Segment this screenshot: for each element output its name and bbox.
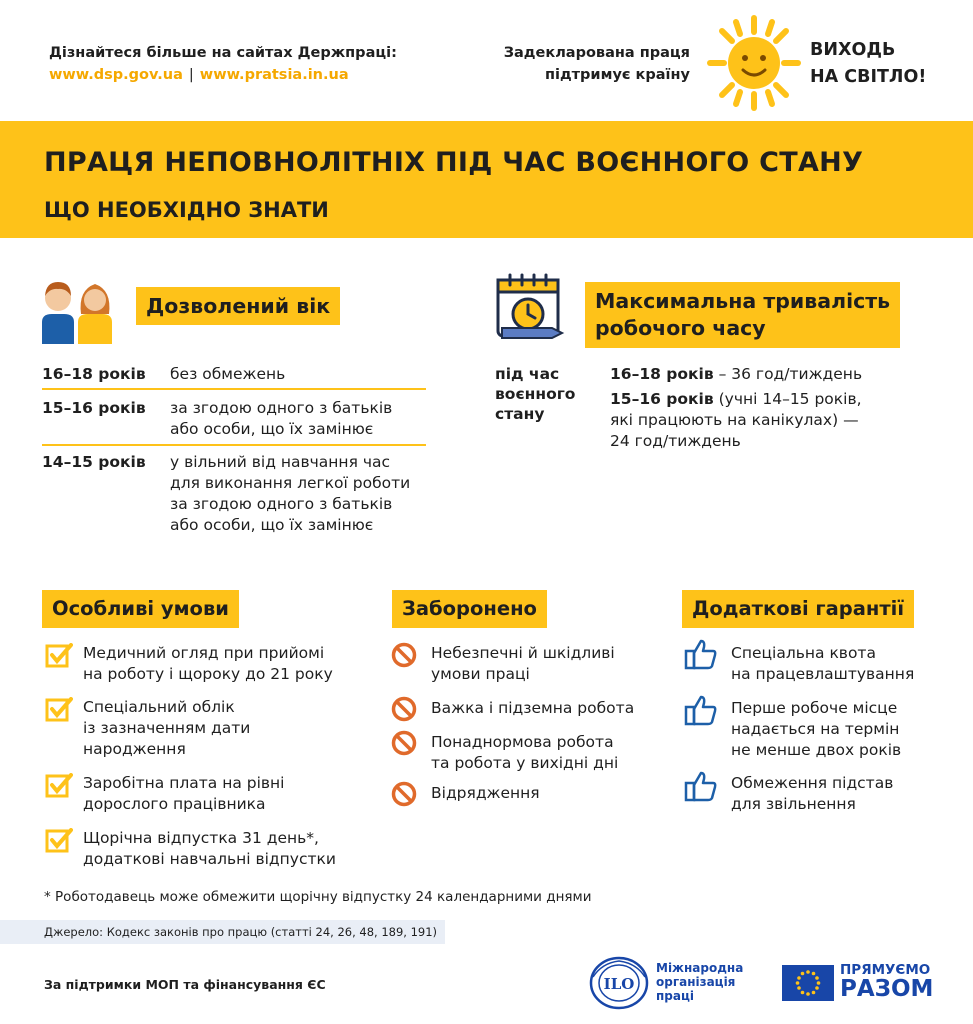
guarantee-item-line: Спеціальна квота — [731, 644, 876, 662]
hours-limit: 24 год/тиждень — [610, 432, 741, 450]
footnote: * Роботодавець може обмежити щорічну відпустку 24 календарними днями — [44, 889, 592, 905]
special-heading: Особливі умови — [42, 590, 239, 628]
ilo-logo-text: ILO — [603, 975, 635, 993]
age-label: 14–15 років — [42, 453, 146, 471]
slogan-line-2: підтримує країну — [544, 67, 690, 83]
age-label: 15–16 років — [42, 399, 146, 417]
guarantee-item-line: на працевлаштування — [731, 665, 915, 683]
forbidden-item — [431, 732, 618, 774]
checkbox-icon — [45, 697, 73, 723]
guarantees-heading: Додаткові гарантії — [682, 590, 914, 628]
prohibited-icon — [391, 730, 417, 756]
thumbs-up-icon — [684, 694, 718, 726]
age-condition: за згодою одного з батьків — [170, 495, 393, 513]
learn-more-text: Дізнайтеся більше на сайтах Держпраці: — [49, 45, 397, 61]
checkbox-icon — [45, 828, 73, 854]
page-title: ПРАЦЯ НЕПОВНОЛІТНІХ ПІД ЧАС ВОЄННОГО СТАНУ — [44, 147, 864, 178]
special-item-line: додаткові навчальні відпустки — [83, 850, 336, 868]
forbidden-item-line: та робота у вихідні дні — [431, 754, 619, 772]
forbidden-item — [431, 783, 540, 804]
forbidden-heading: Заборонено — [392, 590, 547, 628]
forbidden-item-line: Небезпечні й шкідливі — [431, 644, 615, 662]
hours-age: 16–18 років — [610, 365, 714, 383]
thumbs-up-icon — [684, 770, 718, 802]
campaign-slogan — [810, 37, 926, 91]
hours-row-1 — [610, 364, 862, 385]
guarantee-item-line: Обмеження підстав — [731, 774, 894, 792]
hours-age: 15–16 років — [610, 390, 714, 408]
thumbs-up-icon — [684, 638, 718, 670]
slogan — [470, 42, 690, 86]
guarantee-item-line: Перше робоче місце — [731, 699, 898, 717]
guarantee-item-line: для звільнення — [731, 795, 856, 813]
guarantee-item-line: надається на термін — [731, 720, 900, 738]
age-condition: для виконання легкої роботи — [170, 474, 411, 492]
title-banner — [0, 121, 973, 238]
period-line: стану — [495, 405, 545, 423]
special-item-line: Спеціальний облік — [83, 698, 235, 716]
ilo-name — [656, 961, 743, 1003]
calendar-clock-icon — [494, 272, 566, 344]
special-item-line: Щорічна відпустка 31 день*, — [83, 829, 319, 847]
eu-flag-icon — [782, 965, 834, 1001]
ilo-logo — [588, 955, 650, 1011]
link-dsp[interactable]: www.dsp.gov.ua — [49, 67, 183, 83]
period-line: під час — [495, 365, 560, 383]
max-hours-heading — [585, 282, 900, 348]
forbidden-item-line: Важка і підземна робота — [431, 699, 635, 717]
support-text: За підтримки МОП та фінансування ЄС — [44, 977, 326, 992]
eu-slogan-line-2: РАЗОМ — [840, 976, 934, 1002]
special-item — [83, 773, 285, 815]
special-item — [83, 643, 333, 685]
header-links — [49, 42, 397, 86]
special-item — [83, 697, 250, 760]
prohibited-icon — [391, 781, 417, 807]
children-icon — [40, 272, 114, 344]
special-item-line: дорослого працівника — [83, 795, 266, 813]
period-label — [495, 364, 575, 424]
age-condition: у вільний від навчання час — [170, 453, 390, 471]
special-item-line: із зазначенням дати — [83, 719, 251, 737]
checkbox-icon — [45, 643, 73, 669]
special-item-line: на роботу і щороку до 21 року — [83, 665, 333, 683]
eu-slogan — [840, 963, 933, 1002]
forbidden-item — [431, 698, 634, 719]
hours-note: (учні 14–15 років, — [713, 390, 862, 408]
guarantee-item — [731, 773, 893, 815]
allowed-age-heading: Дозволений вік — [136, 287, 340, 325]
ilo-name-line: праці — [656, 989, 694, 1003]
age-condition: за згодою одного з батьків — [170, 399, 393, 417]
special-item-line: Медичний огляд при прийомі — [83, 644, 325, 662]
period-line: воєнного — [495, 385, 576, 403]
slogan-line-1: Задекларована праця — [503, 45, 690, 61]
max-hours-heading-line-1: Максимальна тривалість — [595, 289, 891, 313]
prohibited-icon — [391, 642, 417, 668]
forbidden-item-line: Понаднормова робота — [431, 733, 614, 751]
hours-note: які працюють на канікулах) — — [610, 411, 859, 429]
hours-row-2 — [610, 389, 862, 452]
guarantee-item — [731, 698, 901, 761]
age-label: 16–18 років — [42, 365, 146, 383]
source-text: Джерело: Кодекс законів про працю (статті 24, 26, 48, 189, 191) — [44, 925, 438, 939]
source-bar — [0, 920, 445, 944]
guarantee-item — [731, 643, 914, 685]
checkbox-icon — [45, 773, 73, 799]
special-item-line: Заробітна плата на рівні — [83, 774, 285, 792]
ilo-name-line: організація — [656, 975, 736, 989]
link-pratsia[interactable]: www.pratsia.in.ua — [199, 67, 349, 83]
page-subtitle: ЩО НЕОБХІДНО ЗНАТИ — [44, 198, 329, 222]
guarantee-item-line: не менше двох років — [731, 741, 902, 759]
sun-icon — [706, 14, 802, 112]
row-divider — [42, 444, 426, 446]
link-separator: | — [188, 67, 194, 83]
age-condition: або особи, що їх замінює — [170, 516, 374, 534]
age-condition: без обмежень — [170, 365, 286, 383]
forbidden-item-line: умови праці — [431, 665, 530, 683]
ilo-name-line: Міжнародна — [656, 961, 744, 975]
campaign-line-1: ВИХОДЬ — [810, 40, 896, 60]
prohibited-icon — [391, 696, 417, 722]
special-item — [83, 828, 336, 870]
max-hours-heading-line-2: робочого часу — [595, 316, 766, 340]
forbidden-item-line: Відрядження — [431, 784, 540, 802]
row-divider — [42, 388, 426, 390]
special-item-line: народження — [83, 740, 186, 758]
forbidden-item — [431, 643, 615, 685]
eu-slogan-line-1: ПРЯМУЄМО — [840, 962, 931, 978]
age-condition: або особи, що їх замінює — [170, 420, 374, 438]
hours-limit: – 36 год/тиждень — [713, 365, 863, 383]
campaign-line-2: НА СВІТЛО! — [810, 67, 927, 87]
